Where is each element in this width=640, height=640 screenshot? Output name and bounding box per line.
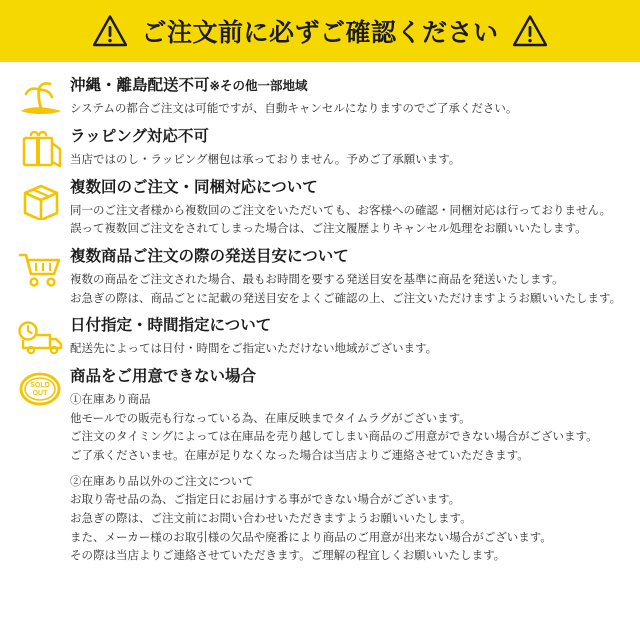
section-line: ②在庫あり品以外のご注文について xyxy=(70,475,254,488)
section-line: ご了承くださいませ。在庫が足りなくなった場合は当店よりご連絡させていただきます。 xyxy=(70,450,529,463)
section-line: 複数の商品をご注文された場合、最もお時間を要する発送目安を基準に商品を発送いたします。 xyxy=(70,274,564,287)
section-line: システムの都合ご注文は可能ですが、自動キャンセルになりますのでご了承ください。 xyxy=(70,103,518,116)
warning-triangle-icon xyxy=(93,15,127,47)
notice-section-body xyxy=(70,316,626,359)
section-title-sub: ※その他一部地域 xyxy=(209,79,308,93)
svg-text:SOLD: SOLD xyxy=(30,382,50,390)
section-line: お取り寄せ品の為、ご指定日にお届けする事ができない場合がございます。 xyxy=(70,494,461,507)
warning-triangle-icon xyxy=(513,15,547,47)
svg-text:OUT: OUT xyxy=(32,390,48,398)
section-line: その際は当店よりご連絡させていただきます。ご理解の程宜しくお願いいたします。 xyxy=(70,550,506,563)
island-palm-icon xyxy=(12,76,70,118)
section-line: 誤って複数回ご注文をされてしまった場合は、ご注文履歴よりキャンセル処理をお願いいたします。 xyxy=(70,223,587,236)
section-line: 他モールでの販売も行なっている為、在庫反映までタイムラグがございます。 xyxy=(70,412,471,425)
notice-section-shipping-restriction xyxy=(0,72,640,123)
notice-section-multi-item-shipping xyxy=(0,243,640,312)
section-line: 同一のご注文者様から複数回のご注文をいただいても、お客様への確認・同梱対応は行っておりません。 xyxy=(70,204,612,217)
gift-bag-icon xyxy=(12,127,70,169)
notice-section-body xyxy=(70,76,626,119)
section-title: 商品をご用意できない場合 xyxy=(70,368,257,386)
section-line: ①在庫あり商品 xyxy=(70,394,151,407)
sold-out-stamp-icon xyxy=(12,367,70,409)
page-header xyxy=(0,0,640,62)
section-title: ラッピング対応不可 xyxy=(70,127,209,145)
section-title: 複数回のご注文・同梱対応について xyxy=(70,178,318,196)
section-line: ご注文のタイミングによっては在庫品を売り越してしまい商品のご用意ができない場合がございます。 xyxy=(70,431,598,444)
section-line: お急ぎの際は、商品ごとに記載の発送目安をよくご確認の上、ご注文いただけますようお願いいたします。 xyxy=(70,292,622,305)
page-title: ご注文前に必ずご確認ください xyxy=(141,19,499,47)
delivery-truck-icon xyxy=(12,316,70,358)
notice-section-body xyxy=(70,127,626,170)
notice-section-body xyxy=(70,178,626,239)
notice-section-body xyxy=(70,247,626,308)
section-title: 日付指定・時間指定について xyxy=(70,317,272,335)
section-line: 配送先によっては日付・時間をご指定いただけない地域がございます。 xyxy=(70,343,438,356)
notice-section-no-giftwrap xyxy=(0,123,640,174)
section-title: 複数商品ご注文の際の発送目安について xyxy=(70,247,349,265)
shopping-cart-icon xyxy=(12,247,70,289)
notice-section-list xyxy=(0,62,640,570)
section-line: また、メーカー様のお取引様の欠品や廃番により商品のご用意が出来ない場合がございます。 xyxy=(70,531,552,544)
section-title: 沖縄・離島配送不可※その他一部地域 xyxy=(70,77,308,94)
notice-section-out-of-stock xyxy=(0,363,640,570)
notice-section-date-time-designation xyxy=(0,312,640,363)
section-line: お急ぎの際は、ご注文前にお問い合わせいただきますようお願いいたします。 xyxy=(70,512,472,525)
cardboard-box-icon xyxy=(12,178,70,220)
notice-section-multiple-orders xyxy=(0,174,640,243)
section-line: 当店ではのし・ラッピング梱包は承っておりません。予めご了承願います。 xyxy=(70,153,461,166)
notice-section-body xyxy=(70,367,626,566)
